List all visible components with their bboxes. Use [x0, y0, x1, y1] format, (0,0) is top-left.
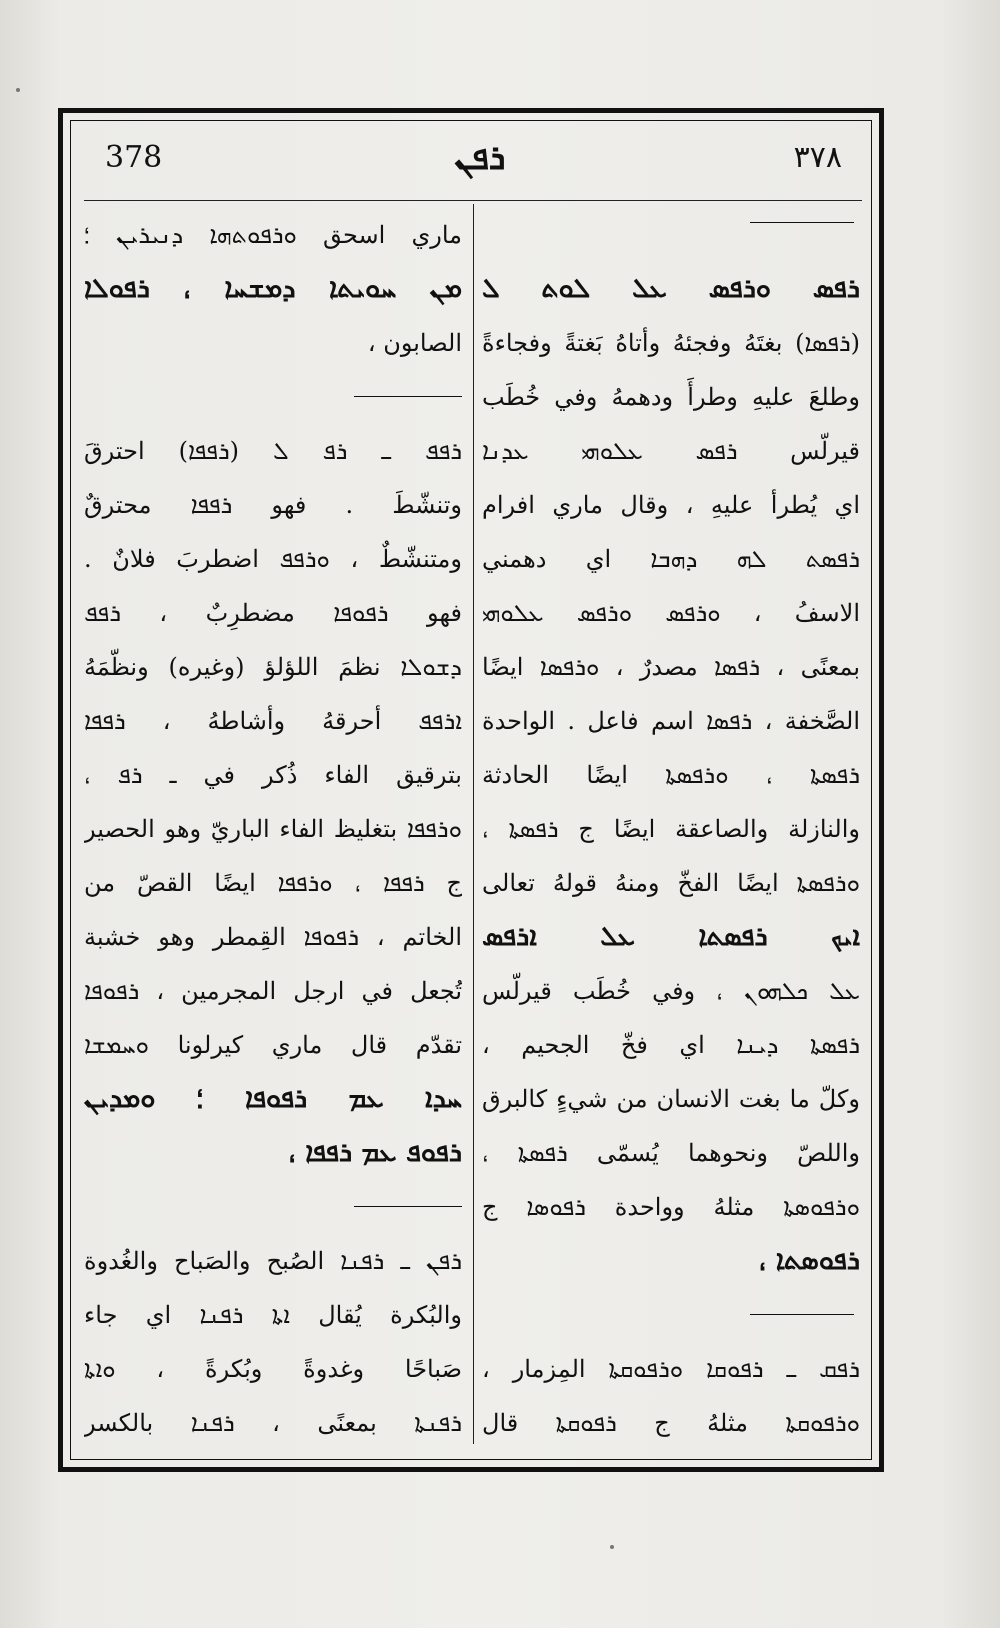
- entry-separator: [482, 208, 860, 262]
- text-line: ܐܝܟ ܪܦܣܬܐ ܥܠ ܐܪܦܣ: [482, 921, 860, 952]
- paper-speck: [16, 88, 20, 92]
- text-line: ماري اسحق ܘܪܦܘܬܗܐ ܕܢܝܪܝܢ ؛: [84, 221, 462, 249]
- text-line: ܪܦܘܦ ܥܡ ܪܦܦܐ ،: [288, 1137, 462, 1168]
- text-line: ܐܪܦܦ أحرقهُ وأشاطهُ ، ܪܦܦܐ: [84, 707, 462, 735]
- paper-speck: [610, 1545, 614, 1549]
- text-line: الاسفُ ، ܘܪܦܣ ܘܪܦܣ ܥܠܘܗܝ: [482, 599, 860, 627]
- text-line: ܪܦܣ ܘܪܦܣ ܥܠ ܠܘܬ ܠ: [482, 273, 860, 304]
- text-line: وتنشّطَ . فهو ܪܦܦܐ محترقٌ: [84, 491, 462, 519]
- text-line: ܡܢ ܚܘܝܬܐ ܕܡܫܚܐ ، ܪܦܘܠܐ: [84, 273, 462, 304]
- text-line: بترقيق الفاء ذُكر في ـ ܪܦ ،: [84, 761, 462, 789]
- text-line: ܪܦܢ ـ ܪܦܢܐ الصُبح والصَباح والغُدوة: [84, 1247, 462, 1275]
- text-line: ܪܦܢܬܐ بمعنًى ، ܪܦܢܐ بالكسر: [84, 1409, 462, 1437]
- text-line: بمعنًى ، ܪܦܣܐ مصدرٌ ، ܘܪܦܣܐ ايضًا: [482, 653, 860, 681]
- text-line: الصابون ،: [367, 329, 462, 357]
- text-line: ܪܦܦ ـ ܪܦ ܠ (ܪܦܦܐ) احترقَ: [84, 437, 462, 465]
- text-line: ܥܠ ܟܠܗܘܢ ، وفي خُطَب قيرلّس: [482, 977, 860, 1005]
- text-line: ܪܦܣܬ ܠܗ ܕܗܒܐ اي دهمني: [482, 545, 860, 573]
- text-line: ܕܫܘܠܐ نظمَ اللؤلؤ (وغيره) ونظّمَهُ: [84, 653, 462, 681]
- text-line: والبُكرة يُقال ܐܬܐ ܪܦܢܐ اي جاء: [84, 1301, 462, 1329]
- text-line: الصَّخفة ، ܪܦܣܐ اسم فاعل . الواحدة: [482, 707, 860, 735]
- column-divider: [473, 204, 474, 1444]
- text-line: وطلعَ عليهِ وطرأَ ودهمهُ وفي خُطَب: [482, 383, 860, 411]
- text-line: والنازلة والصاعقة ايضًا ج ܪܦܣܬܐ ،: [482, 815, 860, 843]
- text-line: ج ܪܦܦܐ ، ܘܪܦܦܐ ايضًا القصّ من: [84, 869, 462, 897]
- text-line: ܪܦܘܣܬܐ ،: [758, 1245, 860, 1276]
- text-line: ܪܦܩ ـ ܪܦܘܩܐ ܘܪܦܘܩܬܐ المِزمار ،: [482, 1355, 860, 1383]
- text-line: صَباحًا وغدوةً وبُكرةً ، ܘܐܬܐ: [84, 1355, 462, 1383]
- text-line: قيرلّس ܪܦܣ ܥܠܘܗܝ ܥܕܢܐ: [482, 437, 860, 465]
- header-headword: ܪܦܢ: [454, 138, 506, 178]
- text-line: وكلّ ما بغت الانسان من شيءٍ كالبرق: [482, 1085, 860, 1113]
- text-line: فهو ܪܦܘܦܐ مضطرِبٌ ، ܪܦܦ: [84, 599, 462, 627]
- text-line: ܘܪܦܘܣܬܐ مثلهُ وواحدة ܪܦܘܣܐ ج: [482, 1193, 860, 1221]
- page-number-arabic: ٣٧٨: [793, 140, 842, 175]
- header-rule: [84, 200, 862, 201]
- text-line: تقدّم قال ماري كيرلونا ܘܚܡܫܐ: [84, 1031, 462, 1059]
- entry-separator: [84, 1180, 462, 1234]
- text-line: ܘܪܦܘܩܬܐ مثلهُ ج ܪܦܘܩܬܐ قال: [482, 1409, 860, 1437]
- text-line: واللصّ ونحوهما يُسمّى ܪܦܣܬܐ ،: [482, 1139, 860, 1167]
- text-line: ܘܪܦܦܐ بتغليظ الفاء الباريّ وهو الحصير: [84, 815, 462, 843]
- text-line: ومتنشّطٌ ، ܘܪܦܦ اضطربَ فلانٌ .: [84, 545, 462, 573]
- text-line: ܪܦܣܬܐ ܕܝܢܐ اي فخّ الجحيم ،: [482, 1031, 860, 1059]
- text-line: تُجعل في ارجل المجرمين ، ܪܦܘܦܐ: [84, 977, 462, 1005]
- entry-separator: [84, 370, 462, 424]
- page-number-latin: 378: [105, 140, 163, 175]
- text-line: الخاتم ، ܪܦܘܦܐ القِمطر وهو خشبة: [84, 923, 462, 951]
- text-line: اي يُطرأ عليهِ ، وقال ماري افرام: [482, 491, 860, 519]
- right-column: [482, 208, 860, 1450]
- text-line: (ܪܦܣܐ) بغتَهُ وفجئهُ وأتاهُ بَغتةً وفجاءةً: [482, 329, 860, 357]
- text-line: ܚܕܐ ܥܡ ܪܦܘܦܐ ؛ ܘܡܕܝܢ: [84, 1083, 462, 1114]
- entry-separator: [482, 1288, 860, 1342]
- page-header: [90, 138, 862, 198]
- left-column: [84, 208, 462, 1450]
- text-line: ܪܦܣܬܐ ، ܘܪܦܣܬܐ ايضًا الحادثة: [482, 761, 860, 789]
- text-line: ܘܪܦܣܬܐ ايضًا الفخّ ومنهُ قولهُ تعالى: [482, 869, 860, 897]
